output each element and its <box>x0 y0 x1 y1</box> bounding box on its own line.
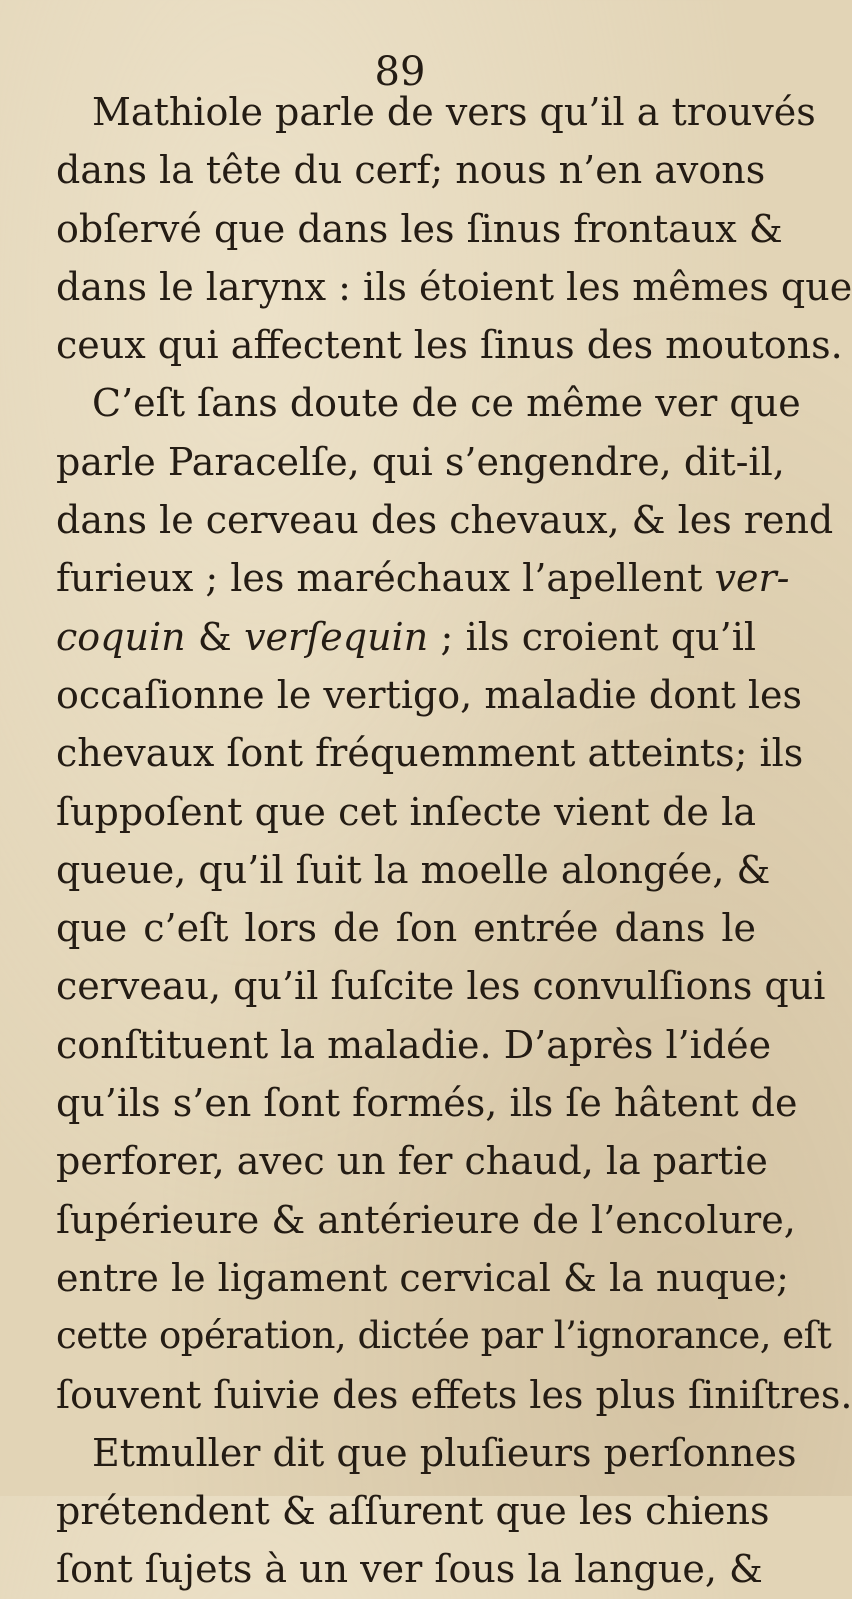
text-line: ſupérieure & antérieure de l’encolure, <box>56 1197 796 1242</box>
text-segment: & <box>185 614 245 659</box>
text-line: perforer, avec un fer chaud, la partie <box>56 1139 768 1184</box>
text-line: qu’ils s’en ſont formés, ils ſe hâtent de <box>56 1081 798 1126</box>
text-line: dans la tête du cerf; nous n’en avons <box>56 148 766 193</box>
text-line: chevaux ſont fréquemment atteints; ils <box>56 731 804 776</box>
text-line: Etmuller dit que pluſieurs perſonnes <box>92 1430 797 1475</box>
text-line: ſuppoſent que cet inſecte vient de la <box>56 789 756 834</box>
body-text <box>56 83 852 1599</box>
text-line: dans le larynx : ils étoient les mêmes que <box>56 264 852 309</box>
text-line: dans le cerveau des chevaux, & les rend <box>56 498 834 543</box>
text-line: conſtituent la maladie. D’après l’idée <box>56 1022 772 1067</box>
italic-word: coquin <box>56 614 186 659</box>
text-line: prétendent & aſſurent que les chiens <box>56 1489 770 1534</box>
italic-word: ver- <box>714 556 790 601</box>
text-segment: furieux ; les maréchaux l’apellent <box>56 556 703 601</box>
text-line: C’eſt ſans doute de ce même ver que <box>92 381 801 426</box>
text-line: ſouvent ſuivie des effets les plus ſiniſtres. <box>56 1372 852 1417</box>
text-segment: ; ils croient qu’il <box>428 614 756 659</box>
text-line: ceux qui affectent les ſinus des moutons. <box>56 323 843 368</box>
text-line: entre le ligament cervical & la nuque; <box>56 1255 789 1300</box>
text-line: ſont ſujets à un ver ſous la langue, & <box>56 1547 763 1592</box>
text-line: queue, qu’il ſuit la moelle alongée, & <box>56 847 771 892</box>
text-line: parle Paracelſe, qui s’engendre, dit-il, <box>56 439 785 484</box>
text-line: occaſionne le vertigo, maladie dont les <box>56 672 803 717</box>
text-line: cette opération, dictée par l’ignorance, eſt <box>56 1314 832 1358</box>
italic-word: verſequin <box>244 614 429 659</box>
text-line-with-italic <box>56 549 790 607</box>
text-line: Mathiole parle de vers qu’il a trouvés <box>92 90 816 134</box>
text-line-with-italic <box>56 608 756 666</box>
text-line: obſervé que dans les ſinus frontaux & <box>56 206 783 251</box>
page-number: 89 <box>374 49 426 95</box>
text-line: cerveau, qu’il ſuſcite les convulſions qui <box>56 964 826 1009</box>
text-line: que c’eſt lors de ſon entrée dans le <box>56 906 756 951</box>
